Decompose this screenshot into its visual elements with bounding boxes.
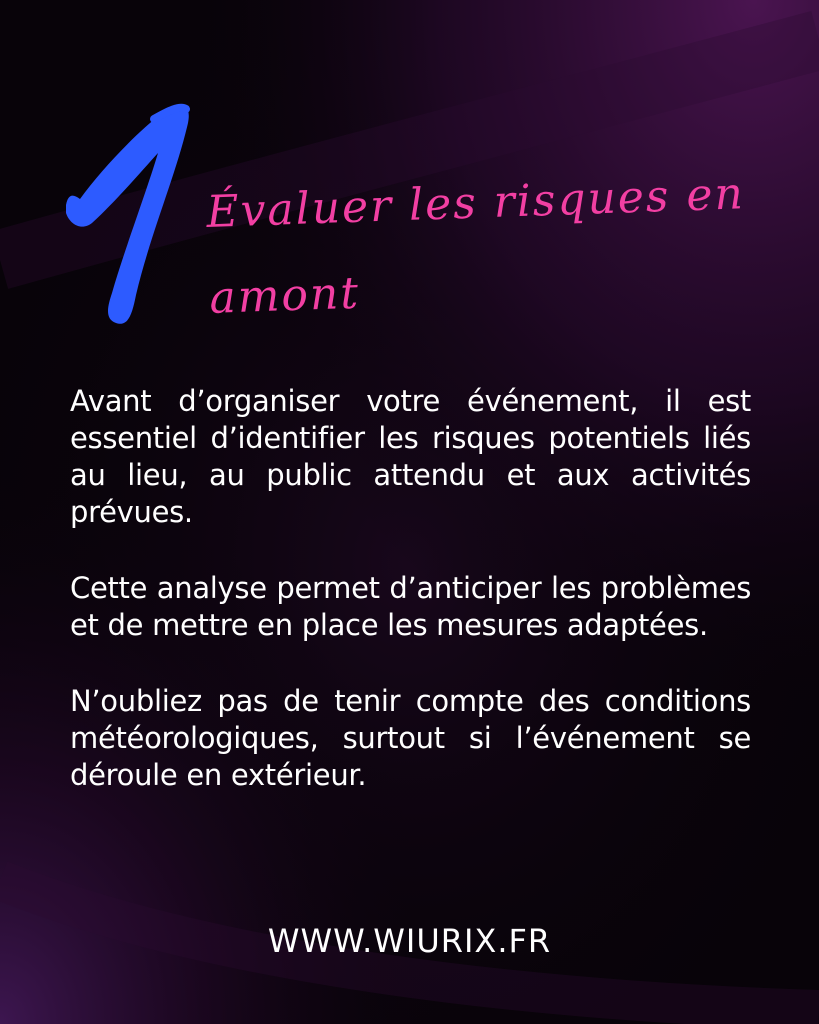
paragraph-risks: Avant d’organiser votre événement, il est essentiel d’identifier les risques potentiels liés au lieu, au public attendu et aux activités prévues. <box>70 384 751 529</box>
paragraph-analysis: Cette analyse permet d’anticiper les problèmes et de mettre en place les mesures adaptées. <box>70 571 751 642</box>
body-text <box>70 383 751 833</box>
website-url: WWW.WIURIX.FR <box>267 922 552 960</box>
slide-title: Évaluer les risques en amont <box>205 168 746 324</box>
paragraph-weather: N’oubliez pas de tenir compte des conditions météorologiques, surtout si l’événement se déroule en extérieur. <box>70 684 751 792</box>
step-number-one <box>58 95 198 330</box>
